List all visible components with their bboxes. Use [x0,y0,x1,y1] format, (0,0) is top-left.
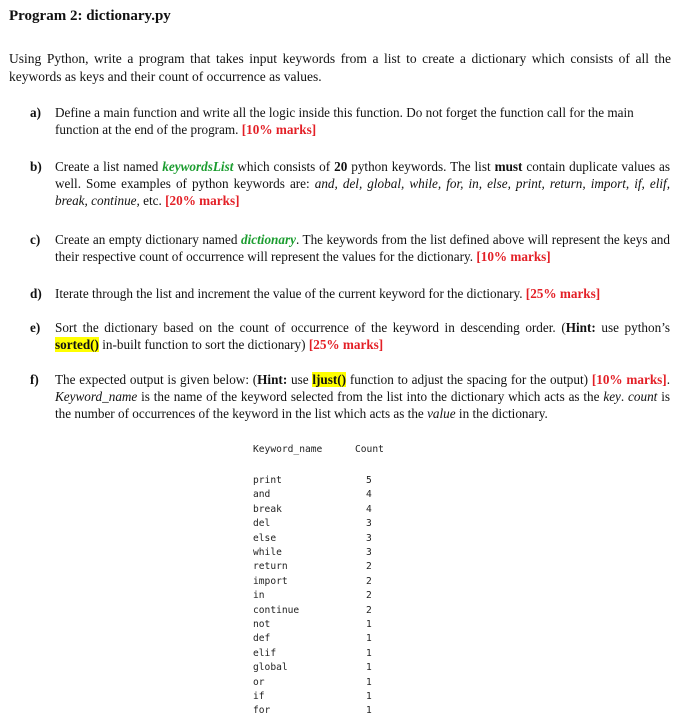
item-label: b) [30,159,42,174]
hint-label: Hint: [257,372,288,387]
item-text: Create an empty dictionary named [55,232,241,247]
count-cell: 2 [366,561,372,573]
item-text: is the name of the keyword selected from the list into the dictionary which acts as the [137,389,604,404]
header-count: Count [355,444,384,455]
must-emphasis: must [494,159,523,174]
item-text: . The keywords from the list defined above will represent the keys and their respective count of occurrence will represent the values for the dictionary. [55,232,670,264]
marks: [25% marks] [308,337,384,352]
count-cell: 3 [366,532,372,544]
item-a [30,104,670,138]
item-text: function to adjust the spacing for the output) [346,372,592,387]
marks: [10% marks] [241,122,317,137]
item-e [30,319,670,353]
keyword-cell: del [253,518,271,530]
count-cell: 2 [366,604,372,616]
count-cell: 3 [366,518,372,530]
count-term: count [628,389,658,404]
document-title: Program 2: dictionary.py [9,8,171,24]
keyword-count: 20 [334,159,348,174]
item-label: a) [30,105,41,120]
list-name: keywordsList [162,159,234,174]
item-c [30,231,670,265]
marks: [10% marks] [476,249,551,264]
item-label: e) [30,320,41,335]
count-cell: 3 [366,547,372,558]
header-keyword-name: Keyword_name [253,444,323,455]
marks: [20% marks] [165,193,240,208]
keyword-cell: print [253,475,282,486]
count-cell: 2 [366,590,372,602]
keyword-cell: elif [253,647,277,659]
keyword-cell: return [253,561,288,573]
item-text: The expected output is given below: ( [55,372,258,387]
keyword-cell: def [253,633,271,645]
item-text: contain duplicate values as well. Some examples of python keywords are: [55,159,670,191]
item-text: etc. [139,193,166,208]
keyword-cell: while [253,547,282,558]
keyword-cell: break [253,503,282,515]
count-cell: 1 [366,619,372,630]
count-cell: 1 [366,647,372,659]
keyword-cell: for [253,705,271,717]
marks: [10% marks] [591,372,667,387]
item-text: in the dictionary. [455,406,548,421]
keyword-examples: and, del, global, while, for, in, else, print, return, import, if, elif, break, continue, [55,176,670,208]
count-cell: 2 [366,575,372,587]
ljust-function: ljust() [312,372,347,387]
sorted-function: sorted() [55,337,99,352]
value-term: value [427,406,456,421]
item-text: is the number of occurrences of the keyword in the list which acts as the [55,389,670,421]
item-text: Define a main function and write all the logic inside this function. Do not forget the function call for the main function at the end of the program. [55,105,634,137]
item-label: c) [30,232,41,247]
count-cell: 1 [366,691,372,702]
item-text: Iterate through the list and increment the value of the current keyword for the dictionary. [55,286,526,301]
keyword-cell: continue [253,604,300,616]
keyword-cell: if [253,691,265,702]
key-term: key [603,389,621,404]
hint-label: Hint: [565,320,596,335]
count-cell: 1 [366,705,372,717]
count-cell: 1 [366,676,372,688]
keyword-cell: import [253,575,288,587]
keyword-cell: in [253,590,265,602]
item-label: d) [30,286,42,301]
item-b [30,158,670,209]
marks: [25% marks] [525,286,601,301]
item-text: . [620,389,629,404]
item-text: . [666,372,670,387]
keyword-cell: not [253,619,271,630]
keyword-cell: or [253,676,265,688]
item-text: Create a list named [55,159,163,174]
keyword-cell: and [253,489,271,501]
item-text: Sort the dictionary based on the count of occurrence of the keyword in descending order. ( [55,320,566,335]
item-text: in-built function to sort the dictionary) [98,337,309,352]
keyword-name-term: Keyword_name [55,389,138,404]
count-cell: 5 [366,475,372,486]
keyword-cell: else [253,532,277,544]
count-cell: 4 [366,503,372,515]
item-text: python keywords. The list [347,159,495,174]
keyword-cell: global [253,662,288,674]
item-d [30,285,670,302]
item-f [30,371,670,422]
item-text: use python’s [595,320,670,335]
dictionary-name: dictionary [241,232,296,247]
item-label: f) [30,372,39,387]
item-text: use [287,372,313,387]
count-cell: 4 [366,489,372,501]
intro-paragraph: Using Python, write a program that takes input keywords from a list to create a dictionary which consists of all the keywords as keys and their count of occurrence as values. [9,51,671,84]
count-cell: 1 [366,662,372,674]
item-text: which consists of [233,159,335,174]
count-cell: 1 [366,633,372,645]
